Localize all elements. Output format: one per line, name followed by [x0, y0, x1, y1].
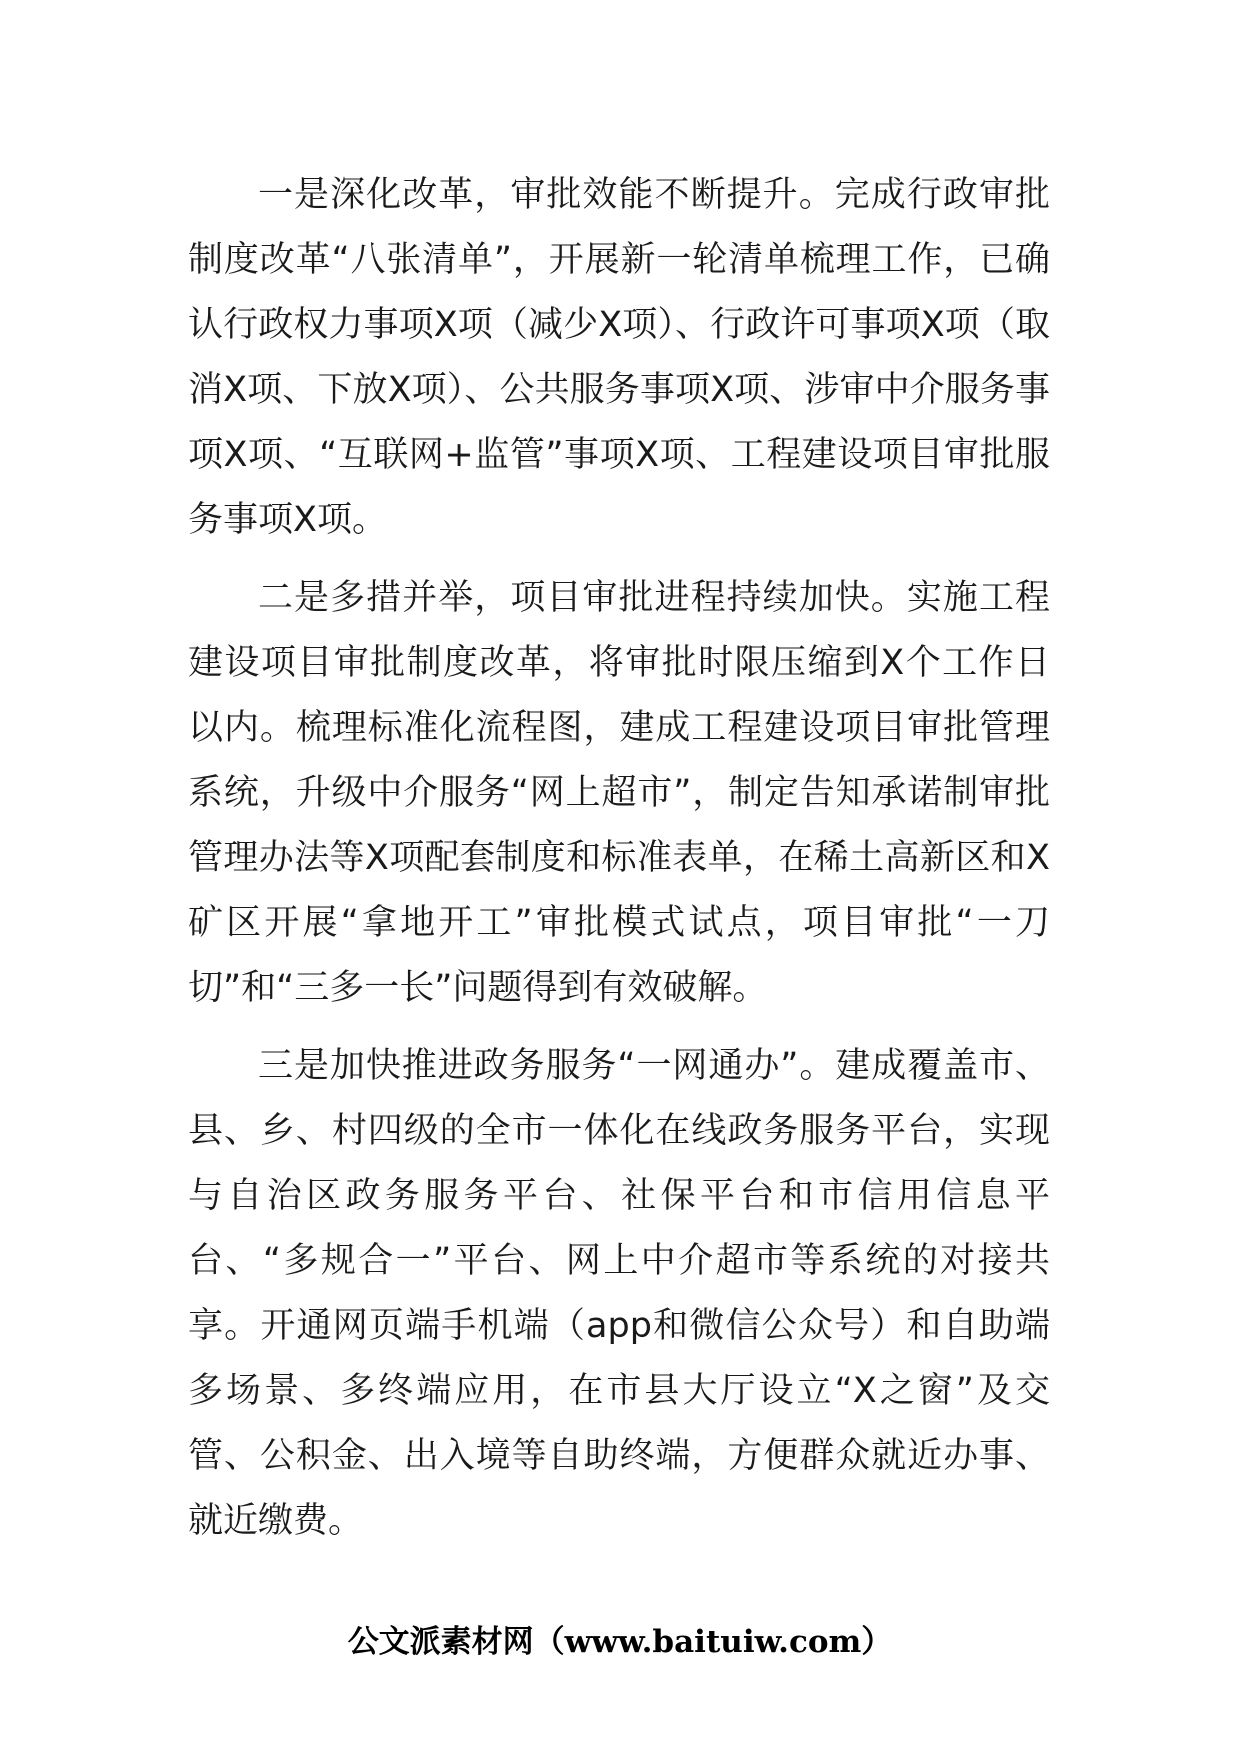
paragraph-deepen-reform: 一是深化改革，审批效能不断提升。完成行政审批制度改革“八张清单”，开展新一轮清单梳理工作，已确认行政权力事项X项（减少X项）、行政许可事项X项（取消X项、下放X项）、公共服务事项X项、涉审中介服务事项X项、“互联网+监管”事项X项、工程建设项目审批服务事项X项。 [188, 175, 1050, 540]
footer-source-text: 公文派素材网（www.baituiw.com） [347, 1624, 893, 1660]
document-body [188, 163, 1050, 1567]
paragraph-one-network-service: 三是加快推进政务服务“一网通办”。建成覆盖市、县、乡、村四级的全市一体化在线政务服务平台，实现与自治区政务服务平台、社保平台和市信用信息平台、“多规合一”平台、网上中介超市等系统的对接共享。开通网页端手机端（app和微信公众号）和自助端多场景、多终端应用，在市县大厅设立“X之窗”及交管、公积金、出入境等自助终端，方便群众就近办事、就近缴费。 [188, 1046, 1050, 1541]
paragraph-project-approval: 二是多措并举，项目审批进程持续加快。实施工程建设项目审批制度改革，将审批时限压缩到X个工作日以内。梳理标准化流程图，建成工程建设项目审批管理系统，升级中介服务“网上超市”，制定告知承诺制审批管理办法等X项配套制度和标准表单，在稀土高新区和X矿区开展“拿地开工”审批模式试点，项目审批“一刀切”和“三多一长”问题得到有效破解。 [188, 578, 1050, 1008]
